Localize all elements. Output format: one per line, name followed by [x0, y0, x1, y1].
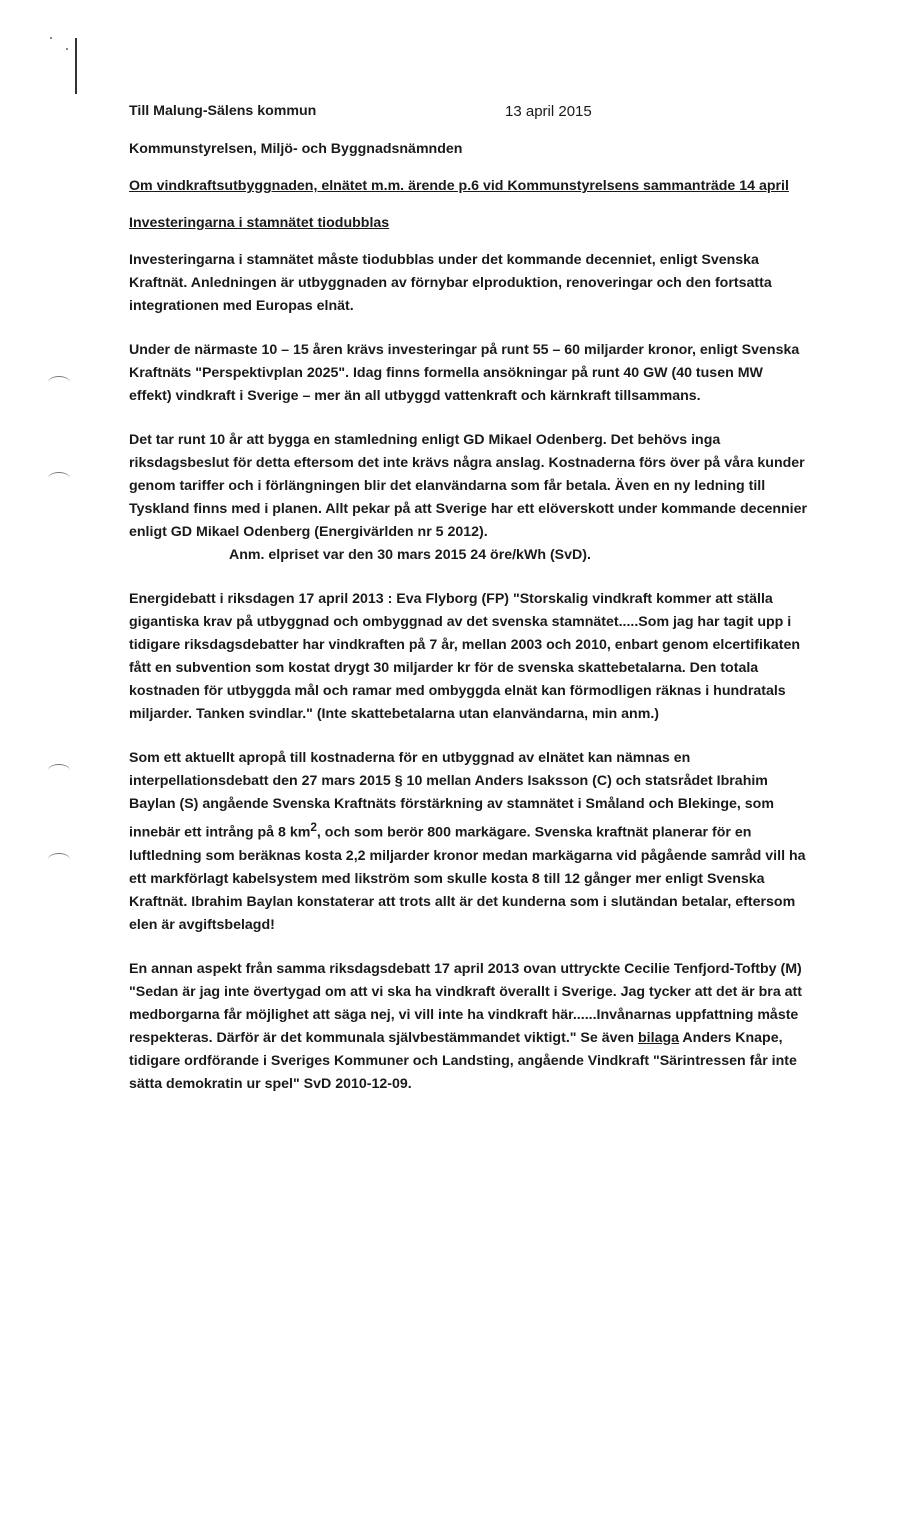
- paragraph-6: [129, 958, 809, 1096]
- letter-body: [129, 100, 809, 1117]
- paragraph-6-text-a: En annan aspekt från samma riksdagsdebatt 17 april 2013 ovan uttryckte Cecilie Tenfjord-Toftby (M) "Sedan är jag inte övertygad om att vi ska ha vindkraft överallt i Sverige. Jag tycker att det är bra att medborgarna får möjlighet att säga nej, vi vill inte ha vindkraft här......Invånarnas uppfattning måste respekteras. Därför är det kommunala självbestämmandet viktigt." Se även: [129, 960, 802, 1046]
- paragraph-3-text: Det tar runt 10 år att bygga en stamledning enligt GD Mikael Odenberg. Det behövs inga riksdagsbeslut för detta eftersom det inte krävs några anslag. Kostnaderna förs över på våra kunder genom tariffer och i förlängningen blir det elanvändarna som får betala. Även en ny ledning till Tyskland finns med i planen. Allt pekar på att Sverige har ett elöverskott under kommande decennier enligt GD Mikael Odenberg (Energivärlden nr 5 2012).: [129, 432, 808, 540]
- scan-edge-mark: [75, 38, 77, 94]
- committees: Kommunstyrelsen, Miljö- och Byggnadsnämnden: [129, 141, 463, 157]
- punch-hole-arc: [48, 376, 70, 389]
- paragraph-5-text-b: , och som berör 800 markägare. Svenska kraftnät planerar för en luftledning som beräknas kosta 2,2 miljarder kronor medan markägarna vid pågående samråd vill ha ett markförlagt kabelsystem med likström som skulle kosta 8 till 12 gånger mer enligt Svenska Kraftnät. Ibrahim Baylan konstaterar att trots allt är det kunderna som i slutändan betalar, eftersom elen är avgiftsbelagd!: [129, 824, 806, 933]
- scan-dust: [50, 37, 52, 39]
- header-row: [129, 100, 809, 124]
- paragraph-4: Energidebatt i riksdagen 17 april 2013 : Eva Flyborg (FP) "Storskalig vindkraft kommer att ställa gigantiska krav på utbyggnad och ombyggnad av det svenska stamnätet.....Som jag har tagit upp i tidigare riksdagsdebatter har vindkraften på 7 år, mellan 2003 och 2010, enbart genom elcertifikaten fått en subvention som kostat drygt 30 miljarder kr för de svenska skattebetalarna. Den totala kostnaden för utbyggda mål och ramar med ombyggda elnät kan förmodligen räknas i hundratals miljarder. Tanken svindlar." (Inte skattebetalarna utan elanvändarna, min anm.): [129, 591, 801, 722]
- paragraph-6-text-b: Anders Knape, tidigare ordförande i Sveriges Kommuner och Landsting, angående Vindkraft "Särintressen får inte sätta demokratin ur spel" SvD 2010-12-09.: [129, 1029, 797, 1092]
- paragraph-3: [129, 429, 809, 567]
- punch-hole-arc: [48, 764, 70, 777]
- paragraph-5-text-a: Som ett aktuellt apropå till kostnaderna för en utbyggnad av elnätet kan nämnas en interpellationsdebatt den 27 mars 2015 § 10 mellan Anders Isaksson (C) och statsrådet Ibrahim Baylan (S) angående Svenska Kraftnäts förstärkning av stamnätet i Småland och Blekinge, som innebär ett intrång på 8 km: [129, 750, 774, 841]
- attachment-reference: bilaga: [638, 1029, 680, 1046]
- paragraph-2: Under de närmaste 10 – 15 åren krävs investeringar på runt 55 – 60 miljarder kronor, enligt Svenska Kraftnäts "Perspektivplan 2025". Idag finns formella ansökningar på runt 40 GW (40 tusen MW effekt) vindkraft i Sverige – mer än all utbyggd vattenkraft och kärnkraft tillsammans.: [129, 342, 800, 404]
- section-heading: Investeringarna i stamnätet tiodubblas: [129, 215, 390, 231]
- paragraph-5: [129, 747, 809, 937]
- punch-hole-arc: [48, 853, 70, 866]
- superscript-2: 2: [310, 820, 317, 834]
- letter-date: 13 april 2015: [505, 103, 592, 120]
- recipient: Till Malung-Sälens kommun: [129, 103, 317, 119]
- price-note: Anm. elpriset var den 30 mars 2015 24 öre/kWh (SvD).: [229, 547, 591, 563]
- scan-dust: [66, 48, 68, 50]
- punch-hole-arc: [48, 472, 70, 485]
- subject-line: Om vindkraftsutbyggnaden, elnätet m.m. ärende p.6 vid Kommunstyrelsens sammanträde 14 april: [129, 178, 789, 194]
- paragraph-1: Investeringarna i stamnätet måste tiodubblas under det kommande decenniet, enligt Svenska Kraftnät. Anledningen är utbyggnaden av förnybar elproduktion, renoveringar och den fortsatta integrationen med Europas elnät.: [129, 252, 772, 314]
